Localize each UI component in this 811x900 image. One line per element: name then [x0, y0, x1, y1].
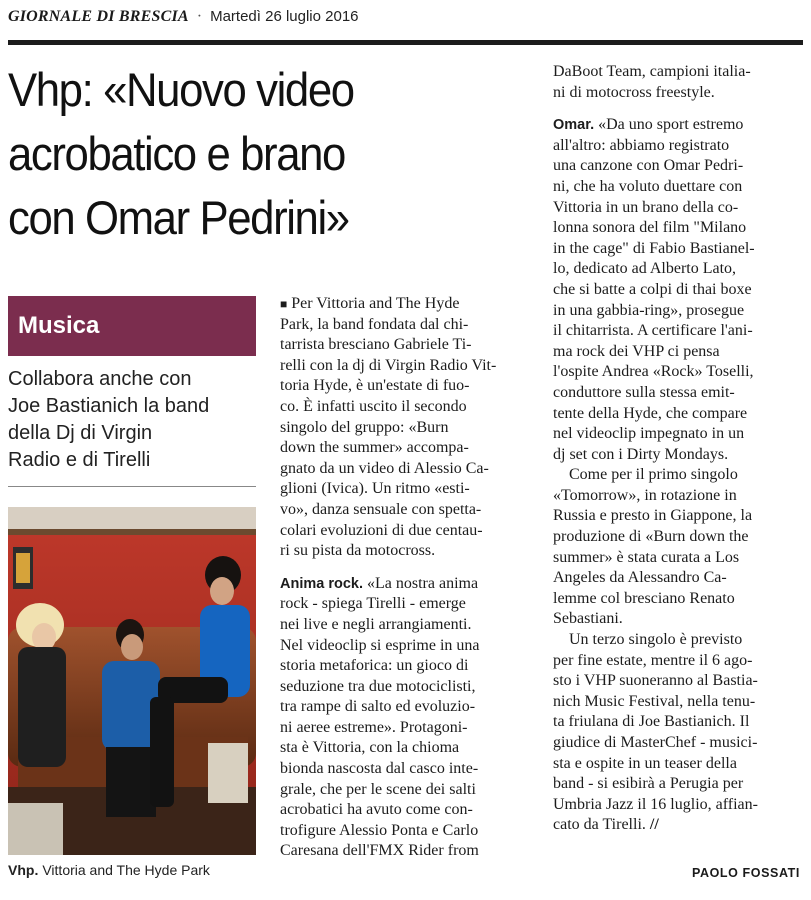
text-line: ni aeree estreme». Protagoni-: [280, 718, 468, 736]
caption-lead: Vhp.: [8, 862, 39, 878]
text-line: Un terzo singolo è previsto: [569, 631, 743, 649]
text-line: grale, che per le scene dei salti: [280, 780, 476, 798]
divider-rule: [8, 486, 256, 487]
masthead-separator: ·: [196, 8, 203, 25]
text-line: seduzione tra due motociclisti,: [280, 677, 476, 695]
headline-line: acrobatico e brano: [8, 127, 345, 180]
text-line: in una gabbia-ring», prosegue: [553, 301, 745, 319]
text-line: dj set con i Dirty Mondays.: [553, 445, 729, 463]
text-line: tente della Hyde, che compare: [553, 404, 748, 422]
top-rule: [8, 40, 803, 45]
subhead-line: della Dj di Virgin: [8, 422, 153, 444]
text-line: Vittoria in un brano della co-: [553, 198, 739, 216]
text-line: bionda nascosta dal casco inte-: [280, 760, 479, 778]
text-line: una canzone con Omar Pedri-: [553, 157, 744, 175]
text-line: Anima rock. «La nostra anima: [280, 574, 479, 592]
text-line: summer» è stata curata a Los: [553, 548, 740, 566]
paragraph-lead: Omar.: [553, 117, 595, 134]
text-line: ni di motocross freestyle.: [553, 83, 715, 101]
text-line: ■ Per Vittoria and The Hyde: [280, 295, 460, 312]
text-line: rock - spiega Tirelli - emerge: [280, 595, 466, 613]
text-line: toria Hyde, è un'estate di fuo-: [280, 377, 470, 395]
text-line: ni, che ha voluto duettare con: [553, 177, 743, 195]
text-line: Omar. «Da uno sport estremo: [553, 116, 744, 134]
text-line: sta è Vittoria, con la chioma: [280, 739, 460, 757]
text-line: produzione di «Burn down the: [553, 528, 749, 546]
text-line: lonna sonora del film "Milano: [553, 219, 747, 237]
masthead: [8, 8, 803, 34]
text-line: nich Music Festival, nella tenu-: [553, 692, 756, 710]
newspaper-name: GIORNALE DI BRESCIA: [8, 8, 189, 25]
text-line: Russia e presto in Giappone, la: [553, 507, 753, 525]
text-line: trofigure Alessio Ponta e Carlo: [280, 821, 479, 839]
text-line: Angeles da Alessandro Ca-: [553, 569, 727, 587]
text-line: nel videoclip impegnato in un: [553, 425, 745, 443]
text-line: down the summer» accompa-: [280, 439, 469, 457]
text-line: colari evoluzioni di due centau-: [280, 521, 483, 539]
caption-text: Vittoria and The Hyde Park: [42, 862, 210, 878]
text-line: sto i VHP suoneranno al Bastia-: [553, 672, 758, 690]
band-photo: [8, 507, 256, 855]
section-label: Musica: [8, 296, 256, 356]
paragraph-lead: Anima rock.: [280, 575, 363, 592]
subhead-line: Radio e di Tirelli: [8, 449, 151, 471]
text-line: Come per il primo singolo: [569, 466, 738, 484]
article-subheading: [8, 366, 258, 474]
text-line: che si batte a colpi di thai boxe: [553, 280, 752, 298]
text-line: co. È infatti uscito il secondo: [280, 397, 467, 415]
text-line: DaBoot Team, campioni italia-: [553, 63, 751, 80]
text-line: storia metaforica: un gioco di: [280, 657, 469, 675]
text-line: l'ospite Andrea «Rock» Toselli,: [553, 363, 754, 381]
author-byline: PAOLO FOSSATI: [691, 866, 800, 880]
text-line: il chitarrista. A certificare l'ani-: [553, 322, 753, 340]
end-mark: //: [649, 816, 659, 834]
text-line: Sebastiani.: [553, 610, 623, 628]
text-line: sta e ospite in un teaser della: [553, 754, 737, 772]
text-line: ri su pista da motocross.: [280, 542, 436, 560]
bullet-icon: ■: [280, 297, 288, 311]
text-line: giudice di MasterChef - musici-: [553, 734, 758, 751]
text-line: per fine estate, mentre il 6 ago-: [553, 651, 753, 669]
text-line: conduttore sulla stessa emit-: [553, 383, 735, 401]
text-line: tra rampe di salto ed evoluzio-: [280, 698, 476, 716]
text-line: relli con la dj di Virgin Radio Vit-: [280, 356, 497, 374]
subhead-line: Joe Bastianich la band: [8, 395, 210, 417]
text-line: cato da Tirelli. //: [553, 816, 659, 834]
text-line: singolo del gruppo: «Burn: [280, 418, 449, 436]
photo-caption: [8, 862, 268, 878]
subhead-line: Collabora anche con: [8, 368, 192, 390]
text-line: Caresana dell'FMX Rider from: [280, 842, 479, 860]
text-line: glioni (Ivica). Un ritmo «esti-: [280, 480, 470, 498]
text-line: ta friulana di Joe Bastianich. Il: [553, 713, 750, 731]
text-line: Nel videoclip si esprime in una: [280, 636, 480, 654]
text-line: Park, la band fondata dal chi-: [280, 315, 469, 333]
text-line: ma rock dei VHP ci pensa: [553, 342, 720, 360]
text-line: vo», danza sensuale con spetta-: [280, 500, 482, 518]
text-line: tarrista bresciano Gabriele Ti-: [280, 336, 472, 354]
text-line: lemme col bresciano Renato: [553, 589, 735, 607]
text-line: Umbria Jazz il 16 luglio, affian-: [553, 795, 758, 813]
text-line: all'altro: abbiamo registrato: [553, 136, 730, 154]
text-line: acrobatici ha avuto come con-: [280, 801, 473, 819]
text-line: nei live e negli arrangiamenti.: [280, 615, 472, 633]
issue-date: Martedì 26 luglio 2016: [210, 8, 359, 25]
text-line: «Tomorrow», in rotazione in: [553, 486, 737, 504]
text-line: in the cage" di Fabio Bastianel-: [553, 239, 755, 257]
headline-line: Vhp: «Nuovo video: [8, 63, 354, 116]
text-line: lo, dedicato ad Alberto Lato,: [553, 260, 737, 278]
text-line: band - si esibirà a Perugia per: [553, 775, 744, 793]
text-line: gnato da un video di Alessio Ca-: [280, 459, 489, 477]
article-column-3: [553, 62, 803, 836]
article-headline: [8, 58, 538, 250]
headline-line: con Omar Pedrini»: [8, 191, 349, 244]
article-column-2: [280, 294, 528, 862]
